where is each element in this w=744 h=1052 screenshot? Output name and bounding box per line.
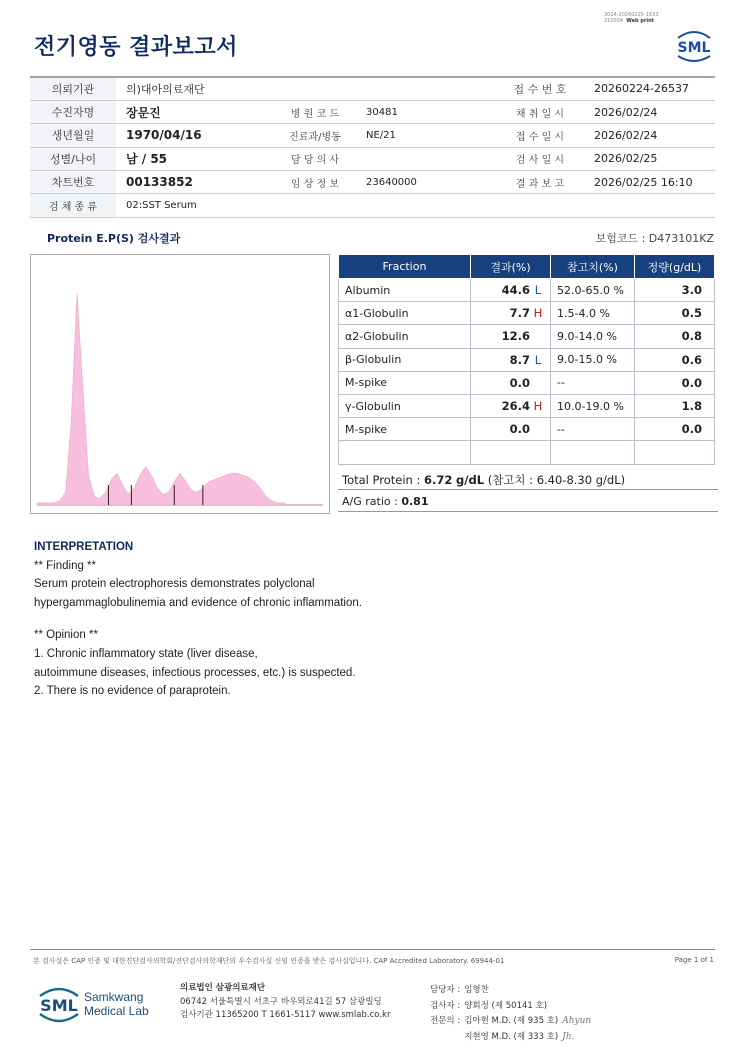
footer-divider bbox=[30, 949, 715, 950]
value-requester: 의)대아의료재단 bbox=[116, 77, 496, 100]
label-sex-age: 성별/나이 bbox=[30, 147, 116, 170]
fraction-result bbox=[471, 279, 551, 302]
opinion-line: autoimmune diseases, infectious processes, etc.) is suspected. bbox=[34, 666, 356, 679]
fraction-quantity: 0.8 bbox=[635, 325, 715, 348]
label-received-date: 접 수 일 시 bbox=[496, 124, 584, 147]
fraction-quantity: 0.6 bbox=[635, 348, 715, 371]
staff-role: 전문의 : bbox=[430, 1016, 461, 1026]
value-clinical-info: 23640000 bbox=[354, 171, 496, 194]
fraction-reference: 9.0-15.0 % bbox=[551, 348, 635, 371]
label-hospital-code: 병 원 코 드 bbox=[276, 100, 354, 123]
interpretation bbox=[34, 538, 674, 701]
staff-role bbox=[430, 1031, 462, 1045]
fraction-quantity: 1.8 bbox=[635, 394, 715, 417]
fraction-reference: -- bbox=[551, 418, 635, 441]
staff-name: 지현영 M.D. (제 333 호) bbox=[464, 1031, 559, 1042]
print-code-label: Web print bbox=[626, 18, 655, 24]
fraction-result bbox=[471, 394, 551, 417]
staff-name: 임형찬 bbox=[464, 985, 489, 995]
signature-icon: Ahyun bbox=[562, 1016, 592, 1026]
organization-info bbox=[180, 982, 390, 1023]
value-specimen-type: 02:SST Serum bbox=[116, 194, 715, 217]
fraction-name bbox=[339, 441, 471, 464]
ag-ratio-label: A/G ratio : bbox=[342, 495, 402, 508]
value-department: NE/21 bbox=[354, 124, 496, 147]
header-reference: 참고치(%) bbox=[551, 255, 635, 279]
staff-name: 양회정 (제 50141 호) bbox=[464, 1000, 548, 1011]
fraction-name: M-spike bbox=[339, 418, 471, 441]
fraction-result bbox=[471, 371, 551, 394]
staff-name: 김아현 M.D. (제 935 호) bbox=[464, 1016, 559, 1026]
result-value: 26.4 bbox=[501, 399, 530, 414]
total-protein-label: Total Protein : bbox=[342, 473, 425, 487]
label-requester: 의뢰기관 bbox=[30, 77, 116, 100]
print-code bbox=[604, 12, 659, 24]
result-flag: L bbox=[534, 352, 542, 367]
value-test-date: 2026/02/25 bbox=[584, 147, 715, 170]
total-protein-value: 6.72 bbox=[424, 473, 453, 487]
label-test-date: 검 사 일 시 bbox=[496, 147, 584, 170]
label-accession: 접 수 번 호 bbox=[496, 77, 584, 100]
fraction-result bbox=[471, 348, 551, 371]
result-value: 12.6 bbox=[501, 329, 530, 344]
fraction-name: M-spike bbox=[339, 371, 471, 394]
value-received-date: 2026/02/24 bbox=[584, 124, 715, 147]
value-hospital-code: 30481 bbox=[354, 100, 496, 123]
staff-role: 검사자 : bbox=[430, 1000, 461, 1011]
value-physician bbox=[354, 147, 496, 170]
result-row bbox=[339, 418, 715, 441]
value-report-date: 2026/02/25 16:10 bbox=[584, 171, 715, 194]
result-flag: L bbox=[534, 283, 542, 298]
fraction-result bbox=[471, 325, 551, 348]
result-value: 8.7 bbox=[509, 352, 530, 367]
org-contact: 검사기관 11365200 T 1661-5117 www.smlab.co.kr bbox=[180, 1010, 391, 1020]
label-physician: 담 당 의 사 bbox=[276, 147, 354, 170]
electrophoresis-curve bbox=[37, 293, 323, 505]
label-department: 진료과/병동 bbox=[276, 124, 354, 147]
header-quantity: 정량(g/dL) bbox=[635, 255, 715, 279]
fraction-name: γ-Globulin bbox=[339, 394, 471, 417]
label-specimen-type: 검 체 종 류 bbox=[30, 194, 116, 217]
result-value: 7.7 bbox=[509, 306, 530, 321]
result-row bbox=[339, 279, 715, 302]
result-value: 0.0 bbox=[509, 375, 530, 390]
results-table bbox=[338, 254, 715, 465]
total-protein-unit: g/dL bbox=[456, 473, 485, 487]
print-code-line2: 210034 bbox=[604, 18, 624, 24]
fraction-quantity bbox=[635, 441, 715, 464]
fraction-reference: 52.0-65.0 % bbox=[551, 279, 635, 302]
value-sex-age: 남 / 55 bbox=[116, 147, 276, 170]
electrophoresis-chart bbox=[30, 254, 330, 514]
result-row bbox=[339, 371, 715, 394]
fraction-quantity: 3.0 bbox=[635, 279, 715, 302]
fraction-reference: 1.5-4.0 % bbox=[551, 302, 635, 325]
accreditation-note: 본 검사실은 CAP 인증 및 대한진단검사의학회/진단검사의학재단의 우수검사실 신임 인증을 받은 검사실입니다. CAP Accredited Laboratory. 69944-01 bbox=[33, 957, 505, 965]
label-collection-date: 채 취 일 시 bbox=[496, 100, 584, 123]
fraction-reference bbox=[551, 441, 635, 464]
org-name: 의료법인 삼광의료재단 bbox=[180, 983, 266, 993]
fraction-name: Albumin bbox=[339, 279, 471, 302]
total-protein bbox=[338, 468, 718, 490]
signature-icon: Jh. bbox=[562, 1031, 575, 1042]
finding-heading: ** Finding ** bbox=[34, 559, 97, 572]
header-result: 결과(%) bbox=[471, 255, 551, 279]
opinion-line: 1. Chronic inflammatory state (liver disease, bbox=[34, 647, 258, 660]
opinion-line: 2. There is no evidence of paraprotein. bbox=[34, 685, 231, 698]
label-patient-name: 수진자명 bbox=[30, 100, 116, 123]
staff-role: 담당자 : bbox=[430, 985, 461, 995]
opinion-heading: ** Opinion ** bbox=[34, 629, 98, 642]
fraction-reference: 9.0-14.0 % bbox=[551, 325, 635, 348]
page-number: Page 1 of 1 bbox=[674, 956, 714, 964]
fraction-quantity: 0.0 bbox=[635, 371, 715, 394]
logo-name-1: Samkwang bbox=[84, 990, 144, 1004]
result-value: 0.0 bbox=[509, 422, 530, 437]
fraction-result bbox=[471, 418, 551, 441]
result-value: 44.6 bbox=[501, 283, 530, 298]
result-row bbox=[339, 302, 715, 325]
fraction-result bbox=[471, 441, 551, 464]
result-flag: H bbox=[533, 399, 543, 414]
section-title: Protein E.P(S) 검사결과 bbox=[47, 232, 181, 245]
result-row bbox=[339, 348, 715, 371]
ag-ratio bbox=[338, 490, 718, 512]
print-code-line1: 3014-20260225-1633 bbox=[604, 12, 659, 18]
fraction-reference: -- bbox=[551, 371, 635, 394]
result-row bbox=[339, 325, 715, 348]
value-patient-name: 장문진 bbox=[116, 100, 276, 123]
label-report-date: 결 과 보 고 bbox=[496, 171, 584, 194]
fraction-name: α1-Globulin bbox=[339, 302, 471, 325]
fraction-quantity: 0.5 bbox=[635, 302, 715, 325]
label-chart-number: 차트번호 bbox=[30, 171, 116, 194]
value-chart-number: 00133852 bbox=[116, 171, 276, 194]
fraction-quantity: 0.0 bbox=[635, 418, 715, 441]
logo-top-text: SML bbox=[677, 40, 711, 56]
finding-line: Serum protein electrophoresis demonstrates polyclonal bbox=[34, 578, 315, 591]
samkwang-logo-icon bbox=[36, 982, 162, 1026]
ag-ratio-value: 0.81 bbox=[401, 495, 429, 508]
fraction-name: β-Globulin bbox=[339, 348, 471, 371]
patient-info-table bbox=[30, 76, 715, 218]
result-row bbox=[339, 441, 715, 464]
value-birth-date: 1970/04/16 bbox=[116, 124, 276, 147]
org-address: 06742 서울특별시 서초구 바우뫼로41길 57 삼광빌딩 bbox=[180, 996, 382, 1007]
finding-line: hypergammaglobulinemia and evidence of chronic inflammation. bbox=[34, 596, 362, 609]
result-flag: H bbox=[533, 306, 543, 321]
label-birth-date: 생년월일 bbox=[30, 124, 116, 147]
fraction-name: α2-Globulin bbox=[339, 325, 471, 348]
value-accession: 20260224-26537 bbox=[584, 77, 715, 100]
result-row bbox=[339, 394, 715, 417]
staff-list bbox=[428, 982, 595, 1046]
label-clinical-info: 임 상 정 보 bbox=[276, 171, 354, 194]
fraction-result bbox=[471, 302, 551, 325]
header-fraction: Fraction bbox=[339, 255, 471, 279]
total-protein-reference: (참고치 : 6.40-8.30 g/dL) bbox=[487, 473, 626, 487]
logo-text: SML bbox=[40, 996, 78, 1015]
page-title: 전기영동 결과보고서 bbox=[34, 35, 238, 60]
interpretation-heading: INTERPRETATION bbox=[34, 541, 134, 553]
logo-name-2: Medical Lab bbox=[84, 1004, 149, 1018]
value-collection-date: 2026/02/24 bbox=[584, 100, 715, 123]
sml-logo-icon bbox=[672, 26, 716, 66]
insurance-code: 보험코드 : D473101KZ bbox=[595, 232, 714, 245]
fraction-reference: 10.0-19.0 % bbox=[551, 394, 635, 417]
electrophoresis-svg bbox=[31, 255, 329, 513]
